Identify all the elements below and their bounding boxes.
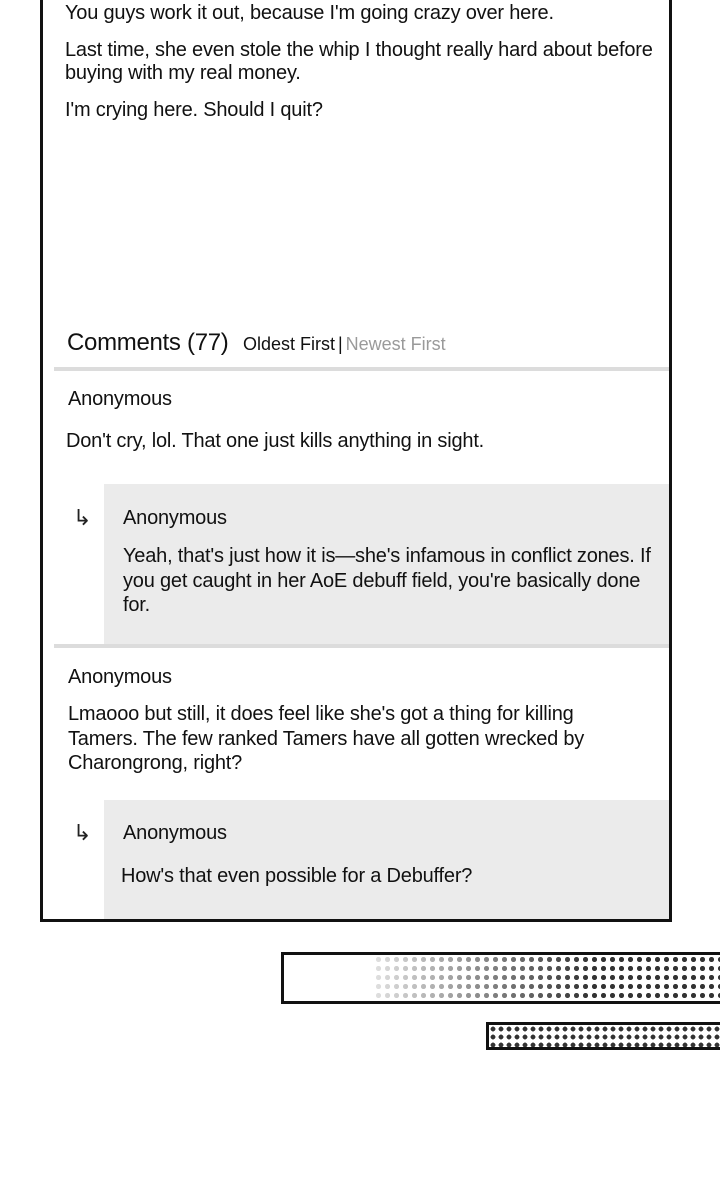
reply-box (104, 484, 669, 644)
reply-text: Yeah, that's just how it is—she's infamous in conflict zones. If you get caught in her AoE debuff field, you're basically done for. (123, 545, 651, 616)
comment-text: Don't cry, lol. That one just kills anything in sight. (66, 430, 485, 452)
comment-text: Lmaooo but still, it does feel like she's got a thing for killing Tamers. The few ranked Tamers have all gotten wrecked by Charongrong, right? (68, 703, 585, 774)
post-body (65, 0, 655, 136)
comment-author[interactable]: Anonymous (68, 388, 172, 410)
reply-author[interactable]: Anonymous (123, 822, 227, 844)
reply-text: How's that even possible for a Debuffer? (121, 865, 473, 887)
sort-separator: | (337, 334, 343, 354)
post-paragraph: Last time, she even stole the whip I thought really hard about before buying with my real money. (65, 39, 653, 84)
post-paragraph: You guys work it out, because I'm going crazy over here. (65, 2, 554, 24)
reply-arrow-icon: ↳ (73, 505, 92, 530)
comment-divider (54, 644, 669, 648)
comment-author[interactable]: Anonymous (68, 666, 172, 688)
reply-arrow-icon: ↳ (73, 820, 92, 845)
sort-newest-link[interactable]: Newest First (345, 334, 446, 354)
post-paragraph: I'm crying here. Should I quit? (65, 99, 323, 121)
halftone-speed-bar (486, 1022, 720, 1050)
halftone-speed-bar (281, 952, 720, 1004)
reply-box (104, 800, 669, 922)
comments-header (67, 329, 446, 357)
reply-author[interactable]: Anonymous (123, 507, 227, 529)
sort-oldest-link[interactable]: Oldest First (242, 334, 335, 354)
comment-divider (54, 367, 669, 371)
comments-title: Comments (77) (67, 329, 229, 356)
forum-post-panel (40, 0, 672, 922)
